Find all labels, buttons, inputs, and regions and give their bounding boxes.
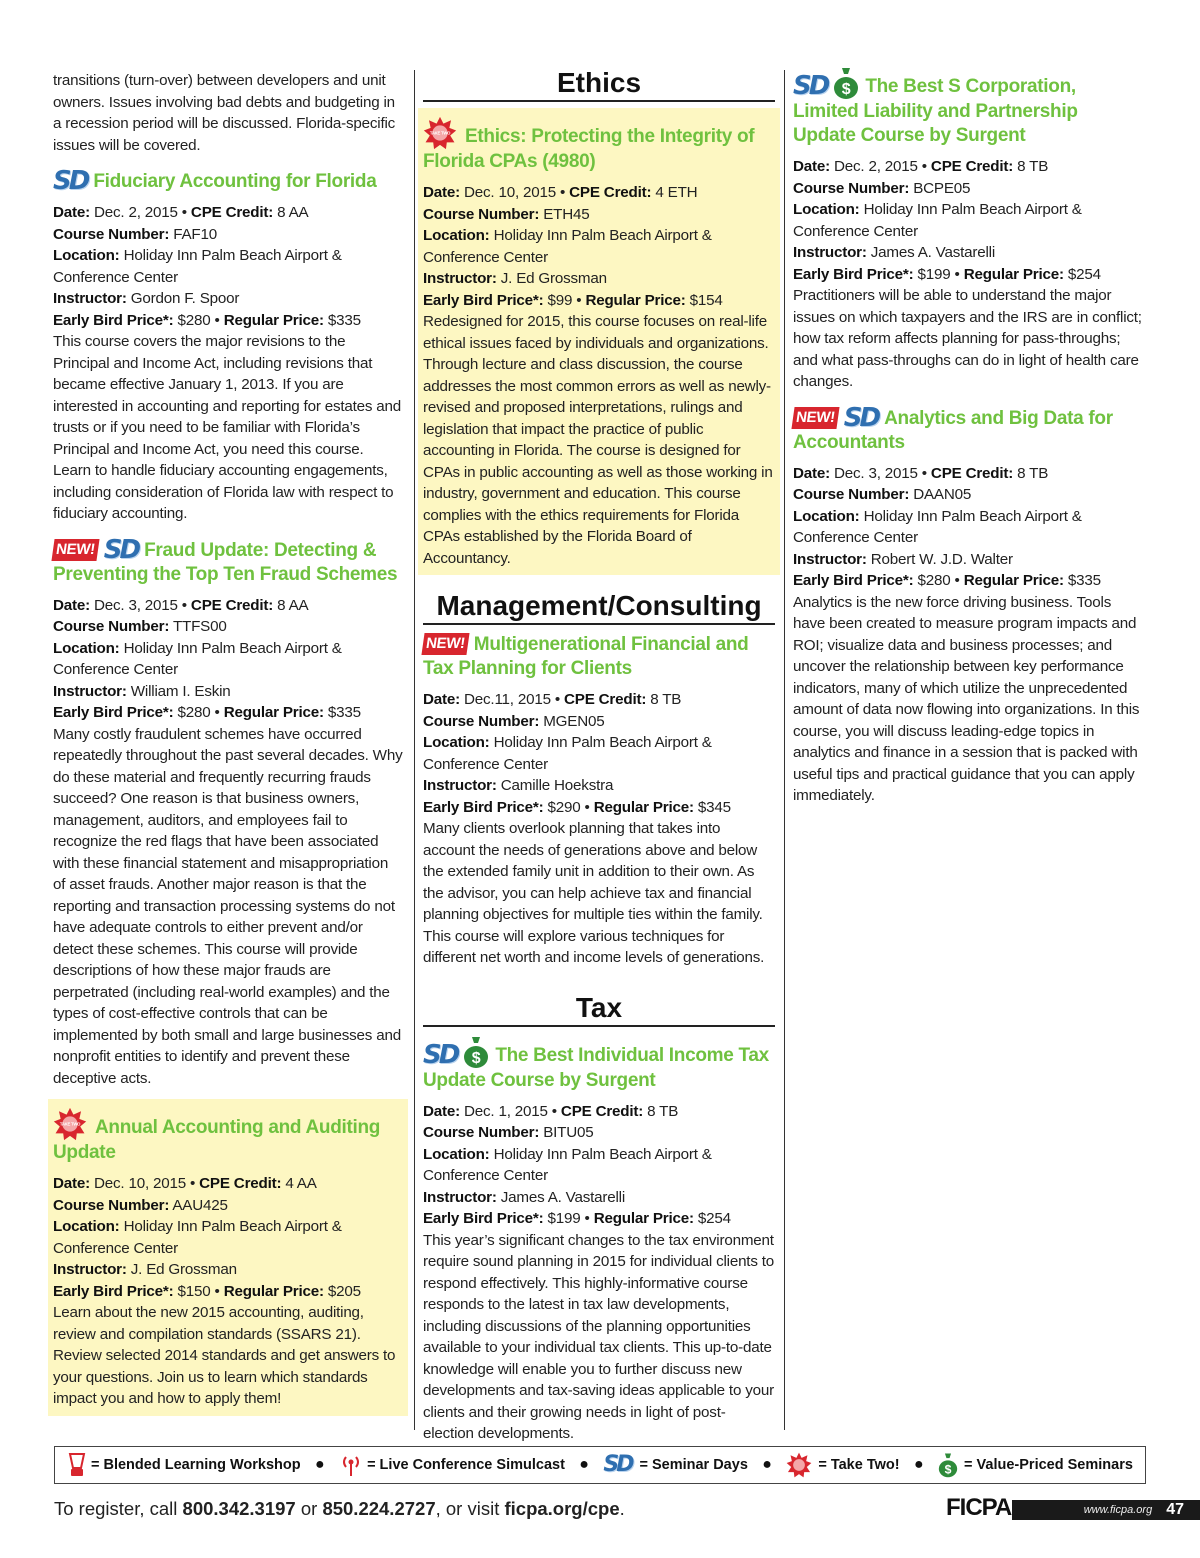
new-badge: NEW! — [791, 407, 839, 429]
svg-text:$: $ — [472, 1049, 481, 1067]
course-number: Course Number: FAF10 — [53, 225, 217, 243]
course-fiduciary-accounting — [48, 166, 408, 525]
footer-registration: To register, call 800.342.3197 or 850.224.2727, or visit ficpa.org/cpe. — [54, 1498, 625, 1519]
footer-bar — [1012, 1500, 1200, 1520]
new-badge: NEW! — [421, 633, 469, 655]
svg-text:TAKE TWO: TAKE TWO — [59, 1121, 81, 1127]
course-description: Redesigned for 2015, this course focuses on real-life ethical issues faced by individuals and organizations. Through lecture and class discussion, the course addresses the most common errors as well as newly-revised and proposed interpretations, rulings and legislation that impact the practice of public accounting in Florida. The course is designed for CPAs in public accounting as well as those working in industry, government and education. This course complies with the ethics requirements for Florida CPAs established by the Florida Board of Accountancy. — [423, 313, 773, 567]
course-number: Course Number: DAAN05 — [793, 486, 972, 503]
sd-icon: SD — [103, 534, 139, 565]
course-price: Early Bird Price*: $280 • Regular Price: $335 — [53, 704, 361, 721]
course-price: Early Bird Price*: $280 • Regular Price: $335 — [793, 572, 1101, 589]
take-two-icon — [53, 1107, 87, 1141]
course-description: Many clients overlook planning that takes into account the needs of generations above and below the extended family unit in addition to their own. As the advisor, you can help achieve tax and financial planning objectives for multiple ties within the family. This course will explore various techniques for different net worth and income levels of generations. — [423, 820, 765, 966]
course-instructor: Instructor: J. Ed Grossman — [423, 270, 607, 287]
legend-item-take-two: = Take Two! — [786, 1452, 899, 1478]
course-multigenerational — [418, 633, 780, 969]
course-location: Location: Holiday Inn Palm Beach Airport & Conference Center — [53, 1218, 342, 1257]
course-number: Course Number: MGEN05 — [423, 712, 605, 730]
column-1 — [48, 62, 408, 1426]
course-date-credit: Date: Dec. 2, 2015 • CPE Credit: 8 AA — [53, 204, 309, 221]
course-price: Early Bird Price*: $99 • Regular Price: $154 — [423, 291, 723, 309]
course-instructor: Instructor: Camille Hoekstra — [423, 777, 614, 794]
course-number: Course Number: BITU05 — [423, 1124, 594, 1141]
course-description: Analytics is the new force driving business. Tools have been created to measure program impacts and ROI; visualize data and business processes; and uncover the relationship between key performance indicators, many of which utilize the unprecedented amount of data now flowing into organizations. In this course, you will discuss leading-edge topics in analytics and finance in a session that is packed with useful tips and practical guidance that you can apply immediately. — [793, 593, 1140, 804]
legend-item-simulcast: = Live Conference Simulcast — [339, 1452, 565, 1478]
course-title[interactable]: TAKE TWO Ethics: Protecting the Integrity of Florida CPAs (4980) — [418, 116, 780, 174]
sd-icon: SD — [603, 1452, 632, 1477]
course-instructor: Instructor: Robert W. J.D. Walter — [793, 550, 1013, 568]
course-location: Location: Holiday Inn Palm Beach Airport & Conference Center — [423, 734, 712, 773]
course-date-credit: Date: Dec. 10, 2015 • CPE Credit: 4 ETH — [423, 184, 698, 201]
blender-icon — [67, 1452, 87, 1478]
svg-text:TAKE TWO: TAKE TWO — [429, 130, 451, 136]
course-title[interactable]: NEW! SD Fraud Update: Detecting & Preventing the Top Ten Fraud Schemes — [53, 534, 398, 585]
money-bag-icon — [833, 66, 859, 100]
course-number: Course Number: AAU425 — [53, 1196, 228, 1214]
course-date-credit: Date: Dec.11, 2015 • CPE Credit: 8 TB — [423, 691, 682, 708]
course-location: Location: Holiday Inn Palm Beach Airport & Conference Center — [793, 201, 1082, 240]
sd-icon: SD — [423, 1039, 458, 1070]
column-divider-2 — [784, 70, 785, 1430]
course-title[interactable]: NEW! SD Analytics and Big Data for Accountants — [793, 402, 1113, 453]
sd-icon: SD — [843, 402, 879, 433]
course-description: Many costly fraudulent schemes have occurred repeatedly throughout the past several decades. Why do these material and frequently recurring frauds succeed? One reason is that business owners, management, auditors, and employees fail to recognize the red flags that have been associated with these financial statement and misappropriation of asset frauds. Another major reason is that the reporting and transaction processing systems do not have adequate controls to either prevent and/or detect these schemes. This course will provide descriptions of how these major frauds are perpetrated (including real-world examples) and the types of cost-effective controls that can be implemented by both small and large businesses and nonprofit entities to identify and prevent these deceptive acts. — [53, 725, 403, 1087]
course-number: Course Number: BCPE05 — [793, 179, 971, 197]
course-price: Early Bird Price*: $199 • Regular Price: $254 — [423, 1210, 731, 1227]
course-instructor: Instructor: James A. Vastarelli — [423, 1188, 625, 1206]
section-heading-tax: Tax — [423, 993, 775, 1027]
footer-site[interactable]: www.ficpa.org — [1083, 1504, 1153, 1516]
course-date-credit: Date: Dec. 1, 2015 • CPE Credit: 8 TB — [423, 1102, 679, 1120]
column-2 — [418, 62, 780, 1455]
column-3 — [788, 62, 1150, 817]
course-price: Early Bird Price*: $290 • Regular Price: $345 — [423, 798, 731, 816]
column-divider-1 — [414, 70, 415, 1430]
legend-separator: ● — [762, 1456, 772, 1473]
legend-separator: ● — [579, 1456, 589, 1473]
legend-separator: ● — [315, 1456, 325, 1473]
course-instructor: Instructor: J. Ed Grossman — [53, 1261, 237, 1278]
course-individual-income-tax — [418, 1035, 780, 1445]
course-location: Location: Holiday Inn Palm Beach Airport & Conference Center — [53, 247, 342, 286]
course-price: Early Bird Price*: $199 • Regular Price: $254 — [793, 265, 1101, 283]
course-description: Learn about the new 2015 accounting, auditing, review and compilation standards (SSARS 21). Review selected 2014 standards and get answers to your questions. Join us to learn which standards impact you and how to apply them! — [53, 1304, 396, 1407]
course-description: This course covers the major revisions to the Principal and Income Act, including revisions that became effective January 1, 2013. If you are interested in accounting and reporting for estates and trusts or if you need to be familiar with Florida’s Principal and Income Act, you need this course. Learn to handle fiduciary accounting engagements, including consideration of Florida law with respect to fiduciary accounting. — [53, 333, 402, 522]
course-annual-accounting-auditing — [48, 1099, 408, 1416]
legend-bar — [54, 1446, 1146, 1484]
course-description: Practitioners will be able to understand the major issues on which taxpayers and the IRS are in conflict; how tax reform affects planning for pass-throughs; and what pass-throughs can do in light of health care changes. — [793, 287, 1142, 390]
course-instructor: Instructor: William I. Eskin — [53, 682, 231, 700]
course-title[interactable]: SD $ The Best S Corporation, Limited Liability and Partnership Update Course by Surgent — [788, 66, 1150, 148]
take-two-icon — [786, 1452, 812, 1478]
legend-item-blended: = Blended Learning Workshop — [67, 1452, 301, 1478]
legend-item-seminar-days: SD = Seminar Days — [603, 1452, 748, 1477]
broadcast-icon — [339, 1452, 363, 1478]
course-location: Location: Holiday Inn Palm Beach Airport & Conference Center — [793, 507, 1082, 546]
page-number: 47 — [1166, 1501, 1184, 1518]
section-heading-management: Management/Consulting — [423, 591, 775, 625]
new-badge: NEW! — [51, 539, 99, 561]
course-instructor: Instructor: James A. Vastarelli — [793, 244, 995, 261]
course-s-corporation — [788, 66, 1150, 393]
money-bag-icon — [938, 1452, 958, 1478]
course-title[interactable]: NEW! Multigenerational Financial and Tax Planning for Clients — [423, 634, 749, 679]
take-two-icon — [423, 116, 457, 150]
course-description: This year’s significant changes to the tax environment require sound planning in 2015 for individual clients to respond effectively. This highly-informative course responds to the latest in tax law developments, including discussions of the planning opportunities available to your individual tax clients. This up-to-date knowledge will enable you to further discuss new developments and tax-saving ideas applicable to your clients and their growing needs in light of post-election developments. — [423, 1231, 775, 1442]
course-date-credit: Date: Dec. 3, 2015 • CPE Credit: 8 AA — [53, 596, 309, 614]
course-number: Course Number: ETH45 — [423, 205, 590, 223]
intro-text: transitions (turn-over) between developers and unit owners. Issues involving bad debts and budgeting in a recession period will be discussed. Florida-specific issues will be covered. — [53, 72, 396, 154]
sd-icon: SD — [53, 166, 88, 196]
course-analytics-big-data — [788, 402, 1150, 807]
course-title[interactable]: SD $ The Best Individual Income Tax Update Course by Surgent — [418, 1035, 780, 1093]
svg-text:$: $ — [944, 1462, 952, 1477]
course-fraud-update — [48, 534, 408, 1090]
course-location: Location: Holiday Inn Palm Beach Airport & Conference Center — [423, 1145, 712, 1184]
website-link[interactable]: ficpa.org/cpe — [504, 1498, 620, 1519]
course-title[interactable]: TAKE TWO Annual Accounting and Auditing Update — [48, 1107, 408, 1165]
course-price: Early Bird Price*: $280 • Regular Price: $335 — [53, 311, 361, 329]
course-price: Early Bird Price*: $150 • Regular Price: $205 — [53, 1282, 361, 1300]
course-title[interactable]: SD Fiduciary Accounting for Florida — [53, 166, 377, 196]
course-number: Course Number: TTFS00 — [53, 618, 227, 635]
phone-link-1[interactable]: 800.342.3197 — [182, 1498, 296, 1519]
legend-separator: ● — [913, 1456, 924, 1473]
course-location: Location: Holiday Inn Palm Beach Airport & Conference Center — [423, 227, 712, 266]
sd-icon: SD — [793, 71, 828, 101]
course-location: Location: Holiday Inn Palm Beach Airport & Conference Center — [53, 639, 342, 678]
course-date-credit: Date: Dec. 10, 2015 • CPE Credit: 4 AA — [53, 1175, 317, 1192]
svg-text:$: $ — [842, 81, 851, 98]
course-date-credit: Date: Dec. 3, 2015 • CPE Credit: 8 TB — [793, 464, 1049, 482]
money-bag-icon — [463, 1035, 489, 1069]
ficpa-logo: FICPA — [946, 1494, 1012, 1521]
course-date-credit: Date: Dec. 2, 2015 • CPE Credit: 8 TB — [793, 158, 1049, 175]
course-ethics — [418, 108, 780, 575]
phone-link-2[interactable]: 850.224.2727 — [322, 1498, 436, 1519]
course-instructor: Instructor: Gordon F. Spoor — [53, 290, 240, 307]
legend-item-value-priced: $ = Value-Priced Seminars — [938, 1452, 1133, 1478]
section-heading-ethics: Ethics — [423, 68, 775, 102]
